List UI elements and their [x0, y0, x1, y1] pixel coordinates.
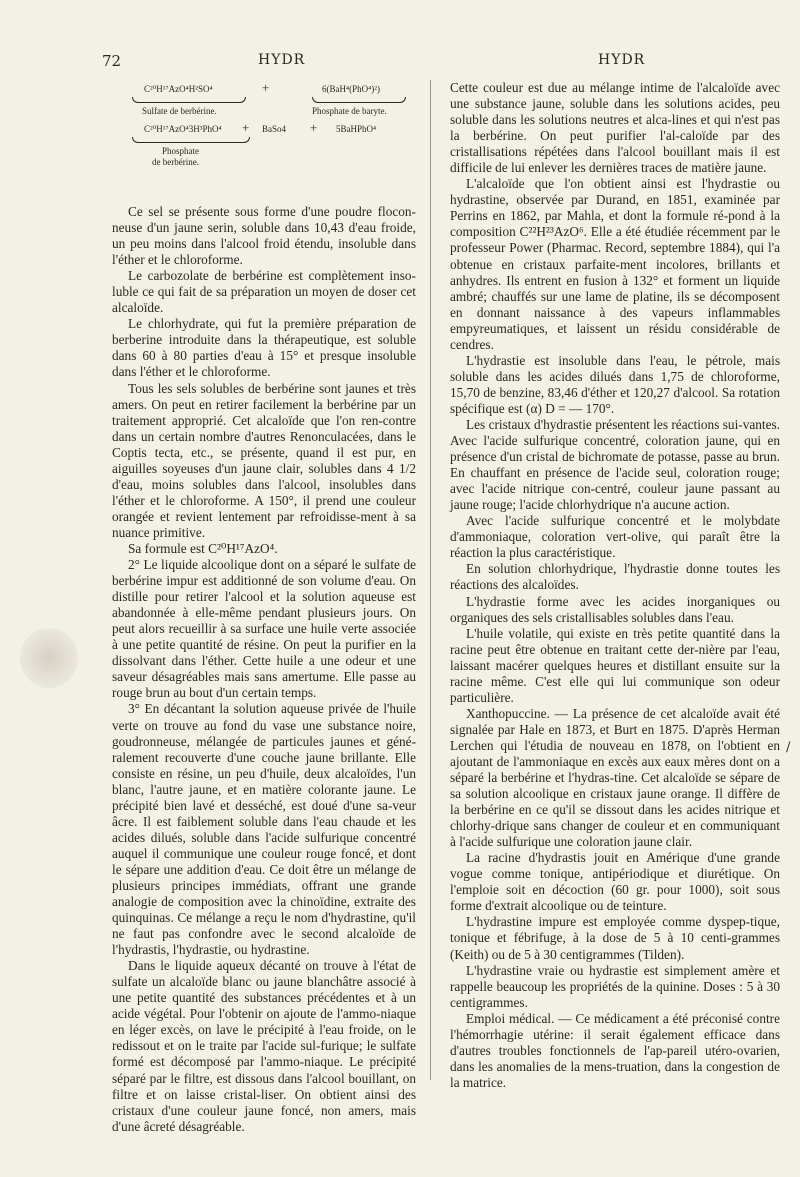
paragraph: Tous les sels solubles de berbérine sont jaunes et très amers. On peut en retirer facilement la berbérine par un traitement approprié. Cet alcaloïde que l'on ren-contre dans un certain nombre d'autres Renonculacées, dans le Coptis tecta, etc., se présente, quand il est pur, en aiguilles soyeuses d'un jaune clair, solubles dans 4 1/2 d'eau, moins solubles dans l'alcool, insolubles dans l'éther et le chloroforme. A 150°, il prend une couleur orangée et revient lentement par refroidisse-ment à sa nuance primitive. [112, 380, 416, 540]
running-head-left: HYDR [258, 52, 306, 68]
eq-term-sulfate: C²⁰H¹⁷AzO⁴H²SO⁴ [144, 84, 213, 94]
eq-term-barium-sulfate: BaSo4 [262, 124, 287, 134]
page-number: 72 [102, 52, 122, 70]
paragraph: Dans le liquide aqueux décanté on trouve à l'état de sulfate un alcaloïde blanc ou jaune blanchâtre associé à une petite quantité des substances précédentes et à un acide végétal. Pour l'obtenir on ajoute de l'ammo-niaque en léger excès, on lave le précipité à l'eau froide, on le redissout et on le traite par l'acide sul-furique; le sulfate formé est décomposé par l'ammo-niaque. Le précipité séparé par le filtre, est dissous dans l'alcool bouillant, on filtre et on laisse cristal-liser. On obtient ainsi des cristaux d'une couleur jaune foncé, non amers, mais d'une âcreté désagréable. [112, 958, 416, 1134]
paragraph: Cette couleur est due au mélange intime de l'alcaloïde avec une substance jaune, soluble dans les solutions acides, peu soluble dans les solutions neutres et alca-lines et qui n'est pas la berbérine. On peut purifier l'al-caloïde par des cristallisations répétées dans l'alcool bouillant mais il est difficile de lui enlever les dernières traces de matière jaune. [450, 80, 780, 176]
column-divider [430, 80, 431, 1080]
paragraph: 2° Le liquide alcoolique dont on a séparé le sulfate de berbérine impur est additionné de son volume d'eau. On distille pour retirer l'alcool et la solution aqueuse est abandonnée à elle-même pendant plusieurs jours. On peut alors recueillir à sa surface une huile verte associée à une petite quantité de résine. On peut la purifier en la dissolvant dans l'éther. Cette huile a une odeur et une saveur désagréables mais sans amertume. Elle passe au rouge brun au bout d'un certain temps. [112, 557, 416, 701]
paragraph: Ce sel se présente sous forme d'une poudre flocon-neuse d'un jaune serin, soluble dans 10,43 d'eau froide, un peu moins dans l'alcool froid étendu, insoluble dans l'éther et le chloroforme. [112, 204, 416, 268]
eq-label-phosphate-baryte: Phosphate de baryte. [312, 106, 387, 116]
paragraph: Avec l'acide sulfurique concentré et le molybdate d'ammoniaque, coloration vert-olive, qui paraît être la réaction la plus caractéristique. [450, 513, 780, 561]
paragraph: Le chlorhydrate, qui fut la première préparation de berberine introduite dans la thérapeutique, est soluble dans 60 à 80 parties d'eau à 15° et presque insoluble dans l'éther et le chloroforme. [112, 316, 416, 380]
paragraph: L'hydrastine vraie ou hydrastie est simplement amère et rappelle beaucoup les propriétés de la quinine. Doses : 5 à 30 centigrammes. [450, 962, 780, 1010]
paragraph: L'hydrastine impure est employée comme dyspep-tique, tonique et fébrifuge, à la dose de 5 à 10 centi-grammes (Keith) ou de 5 à 30 centigrammes (Tilden). [450, 914, 780, 962]
eq-plus: + [310, 120, 318, 135]
paragraph: Sa formule est C²⁰H¹⁷AzO⁴. [128, 540, 278, 556]
right-column [450, 80, 780, 1091]
eq-label-berberine: de berbérine. [152, 157, 199, 167]
eq-label-phosphate: Phosphate [162, 146, 199, 156]
eq-plus: + [262, 80, 270, 95]
paragraph: L'hydrastie est insoluble dans l'eau, le pétrole, mais soluble dans les acides dilués dans 1,75 de chloroforme, 15,70 de benzine, 83,46 d'éther et 120,27 d'alcool. Sa rotation spécifique est (α) D = — 170°. [450, 352, 780, 416]
chemical-equation [112, 80, 416, 190]
eq-brace [132, 137, 250, 143]
left-column [112, 80, 416, 1135]
eq-plus: + [242, 120, 250, 135]
eq-label-sulfate: Sulfate de berbérine. [142, 106, 217, 116]
paragraph: En solution chlorhydrique, l'hydrastie donne toutes les réactions des alcaloïdes. [450, 561, 780, 593]
paragraph: L'hydrastie forme avec les acides inorganiques ou organiques des sels cristallisables solubles dans l'eau. [450, 593, 780, 625]
eq-brace [312, 97, 406, 103]
paragraph: Emploi médical. — Ce médicament a été préconisé contre l'hémorrhagie utérine: il serait également efficace dans d'autres troubles fonctionnels de l'ap-pareil utéro-ovarien, dans les anomalies de la mens-truation, dans la congestion de la matrice. [450, 1010, 780, 1090]
running-head-right: HYDR [598, 52, 646, 68]
margin-mark: / [786, 740, 791, 755]
paper-stain [20, 628, 78, 688]
eq-term-phosphate-berberine: C²⁰H¹⁷AzO⁴3H³PhO⁴ [144, 124, 222, 134]
paragraph: Le carbozolate de berbérine est complètement inso-luble ce qui fait de sa préparation un moyen de doser cet alcaloïde. [112, 268, 416, 316]
eq-brace [132, 97, 246, 103]
paragraph: Xanthopuccine. — La présence de cet alcaloïde avait été signalée par Hale en 1873, et Burt en 1875. D'après Herman Lerchen qui l'étudia de nouveau en 1878, on l'obtient en ajoutant de l'ammoniaque en excès aux eaux mères dont on a séparé la berbérine et l'hydras-tine. Cet alcaloïde se sépare de sa solution alcoolique en cristaux jaune orange. Il diffère de la berbérine en ce qu'il se dissout dans les acides nitrique et chlorhy-drique sans changer de couleur et en communiquant à l'acide sulfurique une coloration jaune clair. [450, 705, 780, 850]
paragraph: 3° En décantant la solution aqueuse privée de l'huile verte on trouve au fond du vase une substance noire, goudronneuse, mélangée de particules jaunes et géné-ralement recouverte d'une couche jaune brillante. Elle consiste en résine, un peu d'huile, deux alcaloïdes, l'un blanc, l'autre jaune, et en matière colorante jaune. Le précipité bien lavé et desséché, est doué d'une sa-veur âcre. Il est faiblement soluble dans l'eau chaude et les acides dilués, soluble dans l'acide sulfurique concentré auquel il communique une couleur rouge foncé, et dont le sépare une addition d'eau. Ce doit être un mélange de plusieurs principes immédiats, offrant une grande analogie de composition avec la chinoïdine, extraite des quinquinas. Ce mélange a reçu le nom d'hydrastine, qu'il ne faut pas confondre avec le second alcaloïde de l'hydrastis, l'hydrastie, ou hydrastine. [112, 701, 416, 958]
paragraph: La racine d'hydrastis jouit en Amérique d'une grande vogue comme tonique, antipériodique et diurétique. On l'emploie soit en décoction (60 gr. pour 1000), soit sous forme d'extrait alcoolique ou de teinture. [450, 850, 780, 914]
paragraph: L'huile volatile, qui existe en très petite quantité dans la racine peut être obtenue en traitant cette der-nière par l'eau, laissant macérer quelques heures et distillant ensuite sur la racine même. C'est elle qui lui communique son odeur particulière. [450, 625, 780, 705]
eq-term-phosphate-baryte: 6(BaH⁴(PhO⁴)²) [322, 84, 380, 94]
paragraph: L'alcaloïde que l'on obtient ainsi est l'hydrastie ou hydrastine, observée par Durand, en 1851, examinée par Perrins en 1862, par Mahla, et dont la formule ré-pond à la composition C²²H²³AzO⁶. Elle a été étudiée récemment par le professeur Power (Pharmac. Record, septembre 1884), qui l'a obtenue en cristaux parfaite-ment incolores, brillants et anhydres. Ils entrent en fusion à 132° et forment un liquide ambré; chauffés sur une lame de platine, ils se décomposent en donnant naissance à des vapeurs inflammables empyreumatiques, et laissent un résidu considérable de cendres. [450, 176, 780, 352]
paragraph: Les cristaux d'hydrastie présentent les réactions sui-vantes. Avec l'acide sulfurique concentré, coloration jaune, qui en présence d'un cristal de bichromate de potasse, passe au brun. En chauffant en présence de l'acide seul, coloration rouge; avec l'acide nitrique con-centré, couleur jaune passant au jaune rouge; l'acide chlorhydrique n'a aucune action. [450, 416, 780, 513]
eq-term-barium-phosphate: 5BaHPhO⁴ [336, 124, 377, 134]
